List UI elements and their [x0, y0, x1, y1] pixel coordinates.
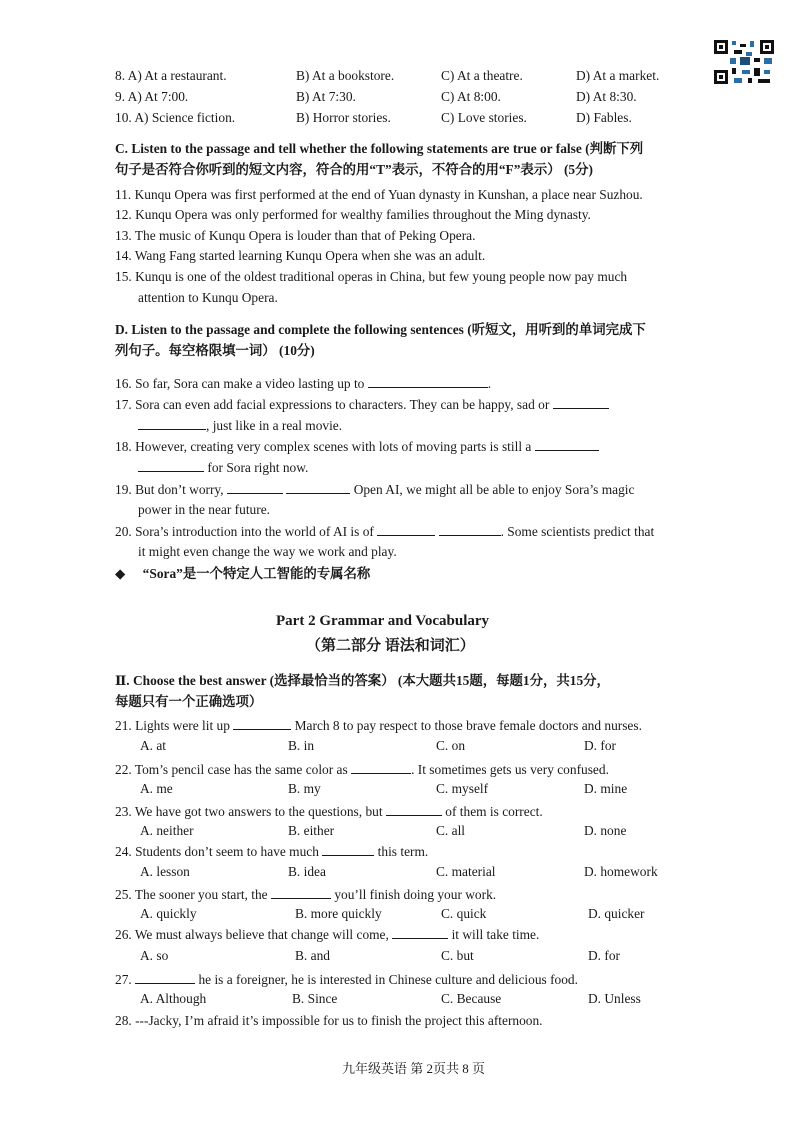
blank-16[interactable] — [368, 375, 488, 388]
q23-option-a: A. neither — [140, 823, 194, 838]
q21-option-b: B. in — [288, 738, 315, 753]
statement-15: 15. Kunqu is one of the oldest traditional operas in China, but few young people now pay much — [115, 269, 628, 284]
question-23: 23. We have got two answers to the questions, but of them is correct. — [115, 804, 543, 819]
page-footer: 九年级英语 第 2页共 8 页 — [342, 1061, 486, 1076]
blank-17b[interactable] — [138, 417, 206, 430]
question-21: 21. Lights were lit up March 8 to pay respect to those brave female doctors and nurses. — [115, 718, 642, 733]
diamond-bullet-icon: ◆ — [115, 566, 126, 581]
q25-option-c: C. quick — [441, 906, 487, 921]
statement-14: 14. Wang Fang started learning Kunqu Opera when she was an adult. — [115, 248, 486, 263]
statement-12: 12. Kunqu Opera was only performed for wealthy families throughout the Ming dynasty. — [115, 207, 591, 222]
blank-26[interactable] — [392, 926, 448, 939]
qr-code-image — [712, 38, 776, 86]
q9-option-c: C) At 8:00. — [441, 89, 501, 104]
q24-option-b: B. idea — [288, 864, 326, 879]
question-24: 24. Students don’t seem to have much this term. — [115, 844, 429, 859]
q8-option-b: B) At a bookstore. — [296, 68, 395, 83]
section-d-heading-line2: 列句子。每空格限填一词） (10分) — [115, 343, 315, 358]
q21-option-a: A. at — [140, 738, 167, 753]
q22-option-b: B. my — [288, 781, 321, 796]
q27-option-c: C. Because — [441, 991, 502, 1006]
q8-option-a: 8. A) At a restaurant. — [115, 68, 227, 83]
question-22: 22. Tom’s pencil case has the same color as . It sometimes gets us very confused. — [115, 762, 609, 777]
q22-option-d: D. mine — [584, 781, 628, 796]
q26-option-b: B. and — [295, 948, 330, 963]
q27-option-a: A. Although — [140, 991, 207, 1006]
blank-19a[interactable] — [227, 481, 283, 494]
q23-option-b: B. either — [288, 823, 335, 838]
blank-27[interactable] — [135, 971, 195, 984]
question-26: 26. We must always believe that change will come, it will take time. — [115, 927, 540, 942]
q24-option-d: D. homework — [584, 864, 658, 879]
q22-option-a: A. me — [140, 781, 173, 796]
blank-20a[interactable] — [377, 523, 435, 536]
part2-subtitle: （第二部分 语法和词汇） — [306, 638, 475, 654]
q25-option-a: A. quickly — [140, 906, 197, 921]
sentence-18-cont: for Sora right now. — [138, 459, 308, 476]
section-d-heading-line1: D. Listen to the passage and complete the following sentences (听短文，用听到的单词完成下 — [115, 322, 646, 337]
statement-11: 11. Kunqu Opera was first performed at the end of Yuan dynasty in Kunshan, a place near Suzhou. — [115, 187, 643, 202]
section-c-heading-line2: 句子是否符合你听到的短文内容，符合的用“T”表示，不符合的用“F”表示） (5分) — [115, 162, 593, 177]
section-ii-heading-line2: 每题只有一个正确选项） — [115, 694, 263, 709]
part2-title: Part 2 Grammar and Vocabulary — [276, 613, 490, 629]
sentence-17-cont: , just like in a real movie. — [138, 417, 342, 434]
q27-option-d: D. Unless — [588, 991, 641, 1006]
statement-15-cont: attention to Kunqu Opera. — [138, 290, 278, 305]
sora-note: ◆ “Sora”是一个特定人工智能的专属名称 — [115, 566, 371, 581]
q25-option-d: D. quicker — [588, 906, 645, 921]
section-ii-heading-line1: Ⅱ. Choose the best answer (选择最恰当的答案） (本大题共15题，每题1分，共15分， — [115, 673, 610, 688]
sentence-18: 18. However, creating very complex scenes with lots of moving parts is still a — [115, 438, 599, 455]
q9-option-a: 9. A) At 7:00. — [115, 89, 189, 104]
q26-option-c: C. but — [441, 948, 474, 963]
q8-option-d: D) At a market. — [576, 68, 660, 83]
sentence-20: 20. Sora’s introduction into the world of AI is of . Some scientists predict that — [115, 524, 655, 539]
question-25: 25. The sooner you start, the you’ll finish doing your work. — [115, 887, 497, 902]
q26-option-d: D. for — [588, 948, 620, 963]
sentence-19-cont: power in the near future. — [138, 502, 270, 517]
blank-25[interactable] — [271, 886, 331, 899]
blank-18a[interactable] — [535, 438, 599, 451]
q10-option-d: D) Fables. — [576, 110, 632, 125]
q10-option-a: 10. A) Science fiction. — [115, 110, 236, 125]
blank-17a[interactable] — [553, 396, 609, 409]
q21-option-d: D. for — [584, 738, 616, 753]
q23-option-d: D. none — [584, 823, 627, 838]
q9-option-d: D) At 8:30. — [576, 89, 637, 104]
question-27: 27. he is a foreigner, he is interested in Chinese culture and delicious food. — [115, 972, 578, 987]
q23-option-c: C. all — [436, 823, 466, 838]
q10-option-c: C) Love stories. — [441, 110, 527, 125]
q26-option-a: A. so — [140, 948, 169, 963]
section-c-heading-line1: C. Listen to the passage and tell whether the following statements are true or false (判断下列 — [115, 141, 644, 156]
q8-option-c: C) At a theatre. — [441, 68, 523, 83]
sentence-17: 17. Sora can even add facial expressions to characters. They can be happy, sad or — [115, 396, 609, 413]
q10-option-b: B) Horror stories. — [296, 110, 391, 125]
blank-21[interactable] — [233, 717, 291, 730]
blank-18b[interactable] — [138, 459, 204, 472]
sentence-19: 19. But don’t worry, Open AI, we might all be able to enjoy Sora’s magic — [115, 482, 635, 497]
question-28: 28. ---Jacky, I’m afraid it’s impossible for us to finish the project this afternoon. — [115, 1013, 543, 1028]
q9-option-b: B) At 7:30. — [296, 89, 356, 104]
q24-option-a: A. lesson — [140, 864, 190, 879]
statement-13: 13. The music of Kunqu Opera is louder than that of Peking Opera. — [115, 228, 476, 243]
blank-24[interactable] — [322, 843, 374, 856]
blank-20b[interactable] — [439, 523, 501, 536]
blank-22[interactable] — [351, 761, 411, 774]
sentence-16: 16. So far, Sora can make a video lasting up to . — [115, 376, 492, 391]
q27-option-b: B. Since — [292, 991, 338, 1006]
q24-option-c: C. material — [436, 864, 496, 879]
blank-23[interactable] — [386, 803, 442, 816]
q21-option-c: C. on — [436, 738, 466, 753]
sentence-20-cont: it might even change the way we work and play. — [138, 544, 397, 559]
blank-19b[interactable] — [286, 481, 350, 494]
q25-option-b: B. more quickly — [295, 906, 382, 921]
q22-option-c: C. myself — [436, 781, 489, 796]
